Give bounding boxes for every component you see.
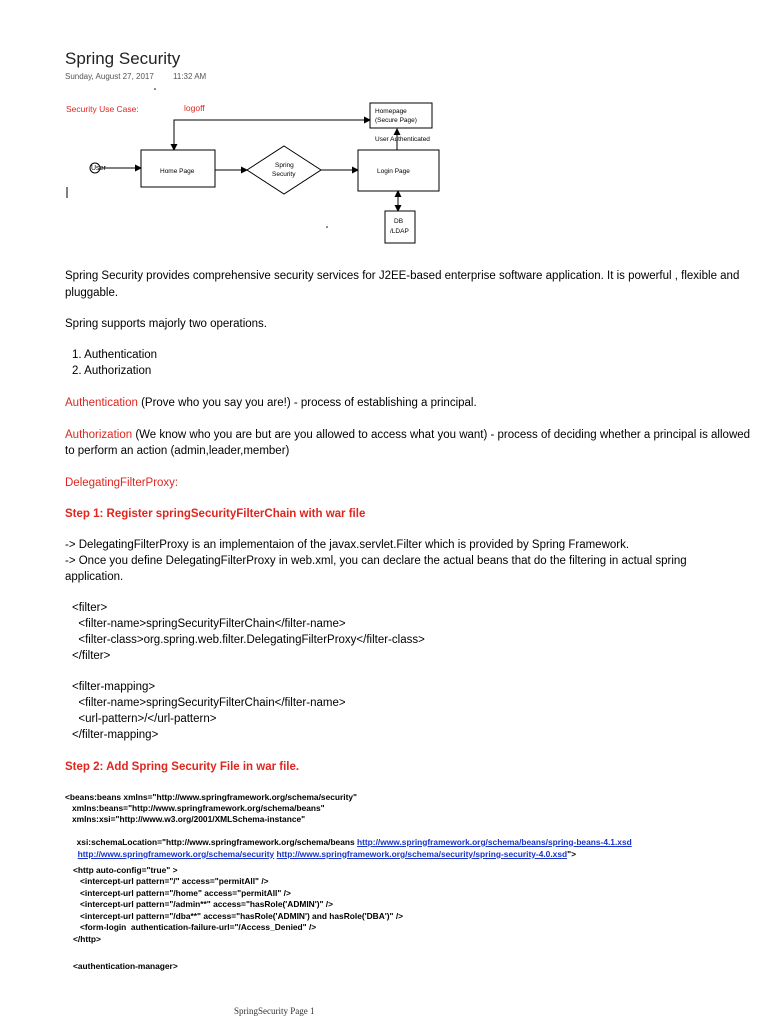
authentication-definition (65, 395, 477, 411)
authentication-term: Authentication (65, 397, 138, 409)
intro-line-2: pluggable. (65, 287, 119, 299)
step2-heading: Step 2: Add Spring Security File in war file. (65, 761, 300, 773)
mapping-xml-line-2: <filter-name>springSecurityFilterChain</filter-name> (72, 697, 346, 709)
page-title: Spring Security (65, 49, 181, 68)
http-line-3: <intercept-url pattern="/home" access="permitAll" /> (73, 888, 291, 898)
schema-location-text: xsi:schemaLocation="http://www.springframework.org/schema/beans (69, 836, 357, 847)
security-use-case-diagram (0, 0, 768, 250)
login-page-label: Login Page (377, 168, 410, 175)
mapping-xml-line-1: <filter-mapping> (72, 681, 156, 693)
logoff-label: logoff (184, 103, 205, 113)
intro-line-1: Spring Security provides comprehensive security services for J2EE-based enterprise software application. It is powerful , flexible and (65, 270, 740, 282)
mapping-xml-line-4: </filter-mapping> (72, 729, 159, 741)
op-authentication: 1. Authentication (72, 349, 158, 361)
authorization-line-2: to perform an action (admin,leader,member) (65, 445, 290, 457)
op-authorization: 2. Authorization (72, 365, 152, 377)
page-date: Sunday, August 27, 2017 (65, 72, 154, 81)
spring-label: Spring (275, 162, 294, 169)
filter-xml-line-2: <filter-name>springSecurityFilterChain</filter-name> (72, 618, 346, 630)
spring-beans-xsd-link[interactable]: http://www.springframework.org/schema/beans/spring-beans-4.1.xsd (356, 836, 632, 847)
authentication-desc: (Prove who you say you are!) - process of establishing a principal. (137, 397, 477, 409)
beans-line-2: xmlns:beans="http://www.springframework.org/schema/beans" (65, 803, 325, 813)
beans-close: "> (567, 848, 576, 859)
step1-note-3: application. (65, 571, 124, 583)
secure-page-label: (Secure Page) (375, 117, 417, 124)
step1-heading: Step 1: Register springSecurityFilterChain with war file (65, 508, 366, 520)
dfp-heading: DelegatingFilterProxy: (65, 477, 179, 489)
db-ldap-box (385, 211, 415, 243)
step1-note-2: -> Once you define DelegatingFilterProxy in web.xml, you can declare the actual beans that do the filtering in actual spring (65, 555, 687, 567)
home-page-label: Home Page (160, 168, 195, 175)
user-authenticated-label: User Authenticated (375, 136, 430, 143)
step1-note-1: -> DelegatingFilterProxy is an implementaion of the javax.servlet.Filter which is provided by Spring Framework. (65, 539, 630, 551)
authorization-term: Authorization (65, 429, 133, 441)
http-line-6: <form-login authentication-failure-url="/Access_Denied" /> (73, 922, 317, 932)
http-line-2: <intercept-url pattern="/" access="permitAll" /> (73, 876, 269, 886)
use-case-label: Security Use Case: (66, 104, 139, 114)
homepage-secure-box (370, 103, 432, 128)
filter-xml-line-4: </filter> (72, 650, 111, 662)
authorization-desc: (We know who you are but are you allowed to access what you want) - process of deciding whether a principal is allowed (132, 429, 751, 441)
beans-line-5 (73, 838, 576, 860)
spring-security-decision (247, 146, 321, 194)
mapping-xml-line-3: <url-pattern>/</url-pattern> (72, 713, 217, 725)
http-line-7: </http> (73, 934, 101, 944)
http-line-5: <intercept-url pattern="/dba**" access="hasRole('ADMIN') and hasRole('DBA')" /> (73, 911, 404, 921)
ldap-label: /LDAP (390, 228, 409, 235)
beans-line-3: xmlns:xsi="http://www.w3.org/2001/XMLSchema-instance" (65, 814, 306, 824)
db-label: DB (394, 218, 404, 225)
page-time: 11:32 AM (173, 72, 207, 81)
user-label: User (91, 165, 106, 172)
authorization-definition (65, 427, 750, 443)
page-footer: SpringSecurity Page 1 (234, 1006, 315, 1016)
http-line-1: <http auto-config="true" > (73, 865, 178, 875)
beans-line-1: <beans:beans xmlns="http://www.springframework.org/schema/security" (65, 792, 357, 802)
security-schema-link[interactable]: http://www.springframework.org/schema/security (77, 848, 275, 859)
security-label: Security (272, 171, 296, 178)
spring-security-xsd-link[interactable]: http://www.springframework.org/schema/security/spring-security-4.0.xsd (276, 848, 568, 859)
auth-manager-line: <authentication-manager> (73, 961, 178, 971)
homepage-label: Homepage (375, 108, 407, 115)
supports-text: Spring supports majorly two operations. (65, 318, 267, 330)
http-line-4: <intercept-url pattern="/admin**" access="hasRole('ADMIN')" /> (73, 899, 334, 909)
filter-xml-line-3: <filter-class>org.spring.web.filter.DelegatingFilterProxy</filter-class> (72, 634, 425, 646)
filter-xml-line-1: <filter> (72, 602, 108, 614)
logoff-arrow (174, 120, 370, 150)
